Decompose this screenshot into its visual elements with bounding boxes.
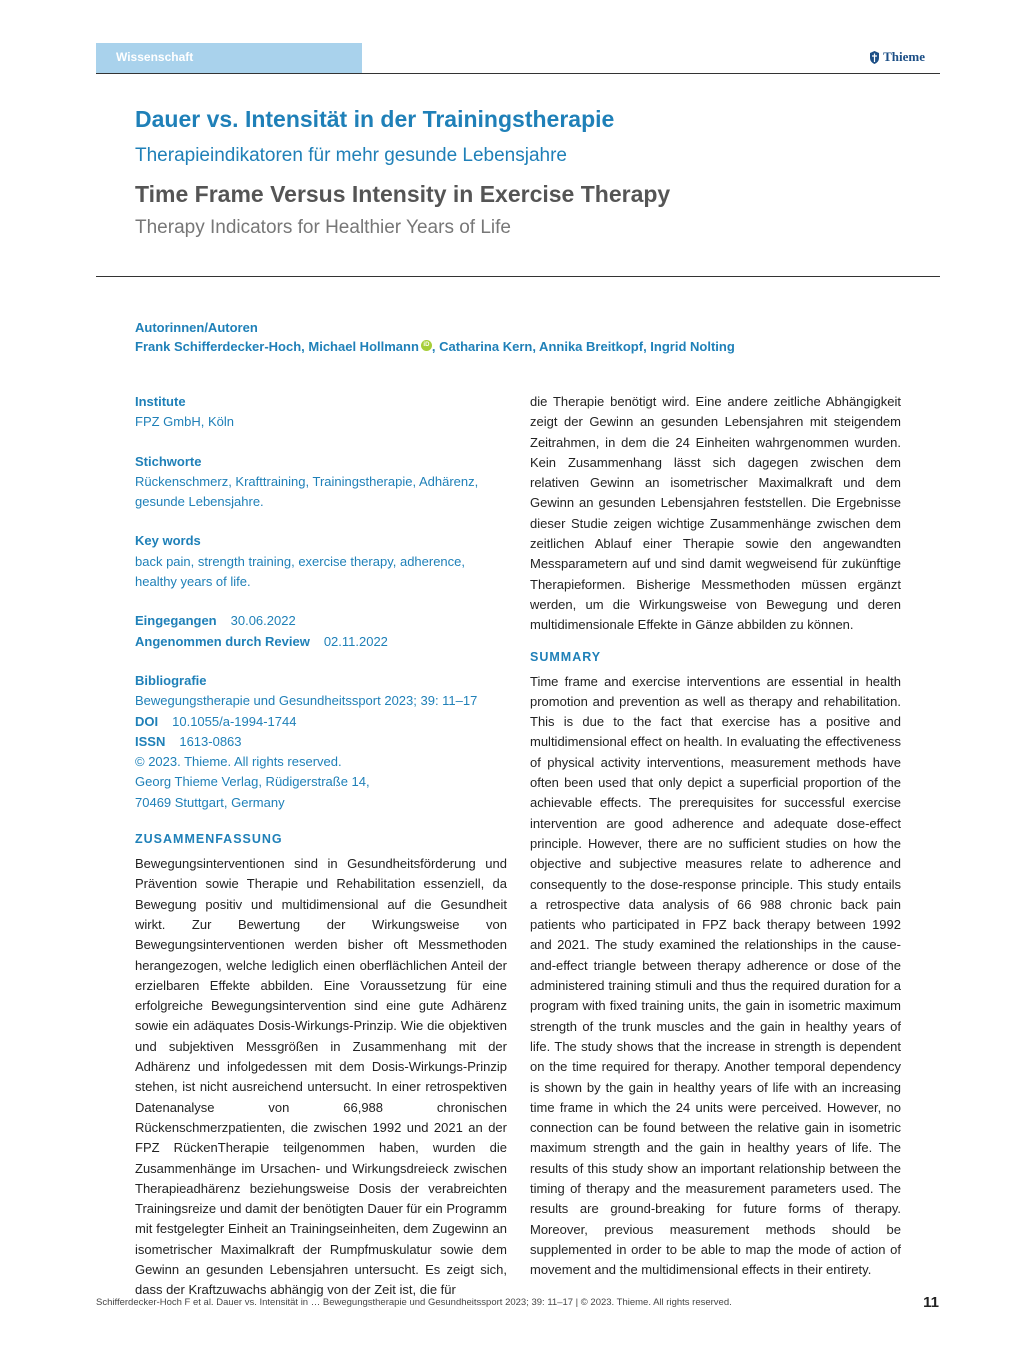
section-tab: [96, 43, 362, 73]
institute-block: [135, 392, 507, 433]
stichworte-heading: Stichworte: [135, 453, 202, 469]
issn-label: ISSN: [135, 733, 166, 749]
doi-row: [135, 712, 507, 732]
bibliography-block: [135, 671, 507, 813]
article-title-en: Time Frame Versus Intensity in Exercise Therapy: [135, 181, 671, 207]
zusammenfassung-heading: ZUSAMMENFASSUNG: [135, 832, 283, 847]
institute-value: FPZ GmbH, Köln: [135, 414, 234, 430]
header-divider: [96, 73, 940, 74]
keywords-heading: Key words: [135, 533, 201, 549]
doi-label: DOI: [135, 713, 159, 729]
keywords-block: [135, 531, 507, 592]
dates-block: [135, 611, 507, 652]
authors-first: Frank Schifferdecker-Hoch, Michael Hollmann: [135, 339, 419, 354]
article-subtitle-en: Therapy Indicators for Healthier Years of Life: [135, 217, 511, 238]
page-number: 11: [923, 1294, 939, 1311]
received-label: Eingegangen: [135, 613, 217, 629]
copyright-line: © 2023. Thieme. All rights reserved.: [135, 754, 342, 770]
keywords-value: back pain, strength training, exercise therapy, adherence, healthy years of life.: [135, 553, 466, 590]
right-column: [530, 392, 901, 1280]
publisher-line: Georg Thieme Verlag, Rüdigerstraße 14,: [135, 774, 370, 790]
summary-heading: SUMMARY: [530, 649, 602, 664]
issn-row: [135, 732, 507, 752]
stichworte-value: Rückenschmerz, Krafttraining, Trainingstherapie, Adhärenz, gesunde Lebensjahre.: [135, 473, 479, 510]
authors-heading: Autorinnen/Autoren: [135, 320, 258, 335]
doi-link[interactable]: 10.1055/a-1994-1744: [172, 713, 297, 729]
issn-value: 1613-0863: [179, 733, 242, 749]
title-divider: [96, 276, 940, 277]
received-row: [135, 611, 507, 631]
publisher-logo: [869, 49, 925, 65]
received-date: 30.06.2022: [230, 613, 296, 629]
article-subtitle-de: Therapieindikatoren für mehr gesunde Lebensjahre: [135, 145, 567, 166]
summary-text: Time frame and exercise interventions are essential in health promotion and prevention as well as therapy and rehabilitation. This is due to the fact that exercise has a positive and multidimensional effect on health. In evaluating the effectiveness of physical activity interventions, measurement methods have often been used that only depict a superficial proportion of the achievable effects. The prerequisites for successful exercise intervention are good adherence and adequate dose-effect principle. However, there are no sufficient studies on how the objective and subjective measures relate to adherence and consequently to the dose-response principle. This study entails a retrospective data analysis of 66 988 chronic back pain patients who participated in FPZ back therapy between 1992 and 2021. The study examined the relationships in the cause-and-effect triangle between therapy adherence or dose of the administered training stimuli and thus the required duration for a program with fixed training units, the gain in isometric maximum strength of the trunk muscles and the gain in healthy years of life. The study shows that the increase in strength is dependent on the time required for therapy. Another temporal dependency is shown by the gain in healthy years of life with an increasing time frame in which the 24 units were perceived. However, no connection can be found between the relative gain in isometric maximum strength and the gain in healthy years of life. The results of this study show an important relationship between the timing of therapy and the measurement parameters used. The results are ground-breaking for future forms of therapy. Moreover, previous measurement methods should be supplemented in order to be able to map the mode of action of movement and the multidimensional effects in their entirety.: [530, 673, 901, 1278]
accepted-date: 02.11.2022: [323, 633, 388, 649]
journal-reference: Bewegungstherapie und Gesundheitssport 2023; 39: 11–17: [135, 693, 478, 709]
address-line: 70469 Stuttgart, Germany: [135, 794, 285, 810]
zusammenfassung-text-left: Bewegungsinterventionen sind in Gesundheitsförderung und Prävention sowie Therapie und Rehabilitation essenziell, da Bewegung positiv und multidimensional auf die Gesundheit wirkt. Zur Bewertung der Wirkungsweise von Bewegungsinterventionen werden bisher oft Messmethoden herangezogen, welche lediglich einen oberflächlichen Anteil der erzielbaren Effekte abbilden. Eine Voraussetzung für eine erfolgreiche Bewegungsintervention sind eine gute Adhärenz sowie ein adäquates Dosis-Wirkungs-Prinzip. Wie die objektiven und subjektiven Messgrößen in Zusammenhang mit der Adhärenz und infolgedessen mit dem Dosis-Wirkungs-Prinzip stehen, ist nicht ausreichend untersucht. In einer retrospektiven Datenanalyse von 66,988 chronischen Rückenschmerzpatienten, die zwischen 1992 und 2021 an der FPZ RückenTherapie teilgenommen haben, wurden die Zusammenhänge im Ursachen- und Wirkungsdreieck zwischen Therapieadhärenz beziehungsweise Dosis der verabreichten Trainingsreize und damit der benötigten Dauer für ein Programm mit festgelegter Einheit an Trainingseinheiten, dem Zugewinn an isometrischer Maximalkraft der Rumpfmuskulatur sowie dem Gewinn an gesunden Lebensjahren untersucht. Es zeigt sich, dass der Kraftzuwachs abhängig von der Zeit ist, die für: [135, 856, 507, 1298]
author-list: [135, 339, 735, 354]
institute-heading: Institute: [135, 394, 186, 409]
orcid-icon[interactable]: iD: [421, 340, 432, 351]
article-title-de: Dauer vs. Intensität in der Trainingstherapie: [135, 106, 615, 132]
accepted-row: [135, 632, 507, 652]
footer-citation: Schifferdecker-Hoch F et al. Dauer vs. Intensität in … Bewegungstherapie und Gesundheitssport 2023; 39: 11–17 | © 2023. Thieme. All rights reserved.: [96, 1297, 732, 1308]
accepted-label: Angenommen durch Review: [135, 633, 310, 649]
section-tab-label: Wissenschaft: [116, 50, 194, 64]
left-column: [135, 392, 507, 1301]
zusammenfassung-text-right: die Therapie benötigt wird. Eine andere zeitliche Abhängigkeit zeigt der Gewinn an gesunden Lebensjahren mit steigendem Zeitrahmen, in dem die 24 Einheiten wahrgenommen wurden. Kein Zusammenhang lässt sich dagegen zwischen dem relativen Gewinn an isometrischer Maximalkraft und dem Gewinn an gesunden Lebensjahren feststellen. Die Ergebnisse dieser Studie zeigen wichtige Zusammenhänge zwischen dem zeitlichen Ablauf einer Therapie sowie den angewandten Messparametern auf und sind damit wegweisend für zukünftige Therapieformen. Bisherige Messmethoden müssen ergänzt werden, um die Wirkungsweise von Bewegung und deren multidimensionale Effekte in Gänze abbilden zu können.: [530, 394, 901, 633]
bibliography-heading: Bibliografie: [135, 672, 207, 688]
stichworte-block: [135, 452, 507, 513]
authors-rest: , Catharina Kern, Annika Breitkopf, Ingrid Nolting: [431, 339, 735, 354]
logo-text: Thieme: [883, 49, 925, 64]
thieme-emblem-icon: [869, 51, 880, 64]
